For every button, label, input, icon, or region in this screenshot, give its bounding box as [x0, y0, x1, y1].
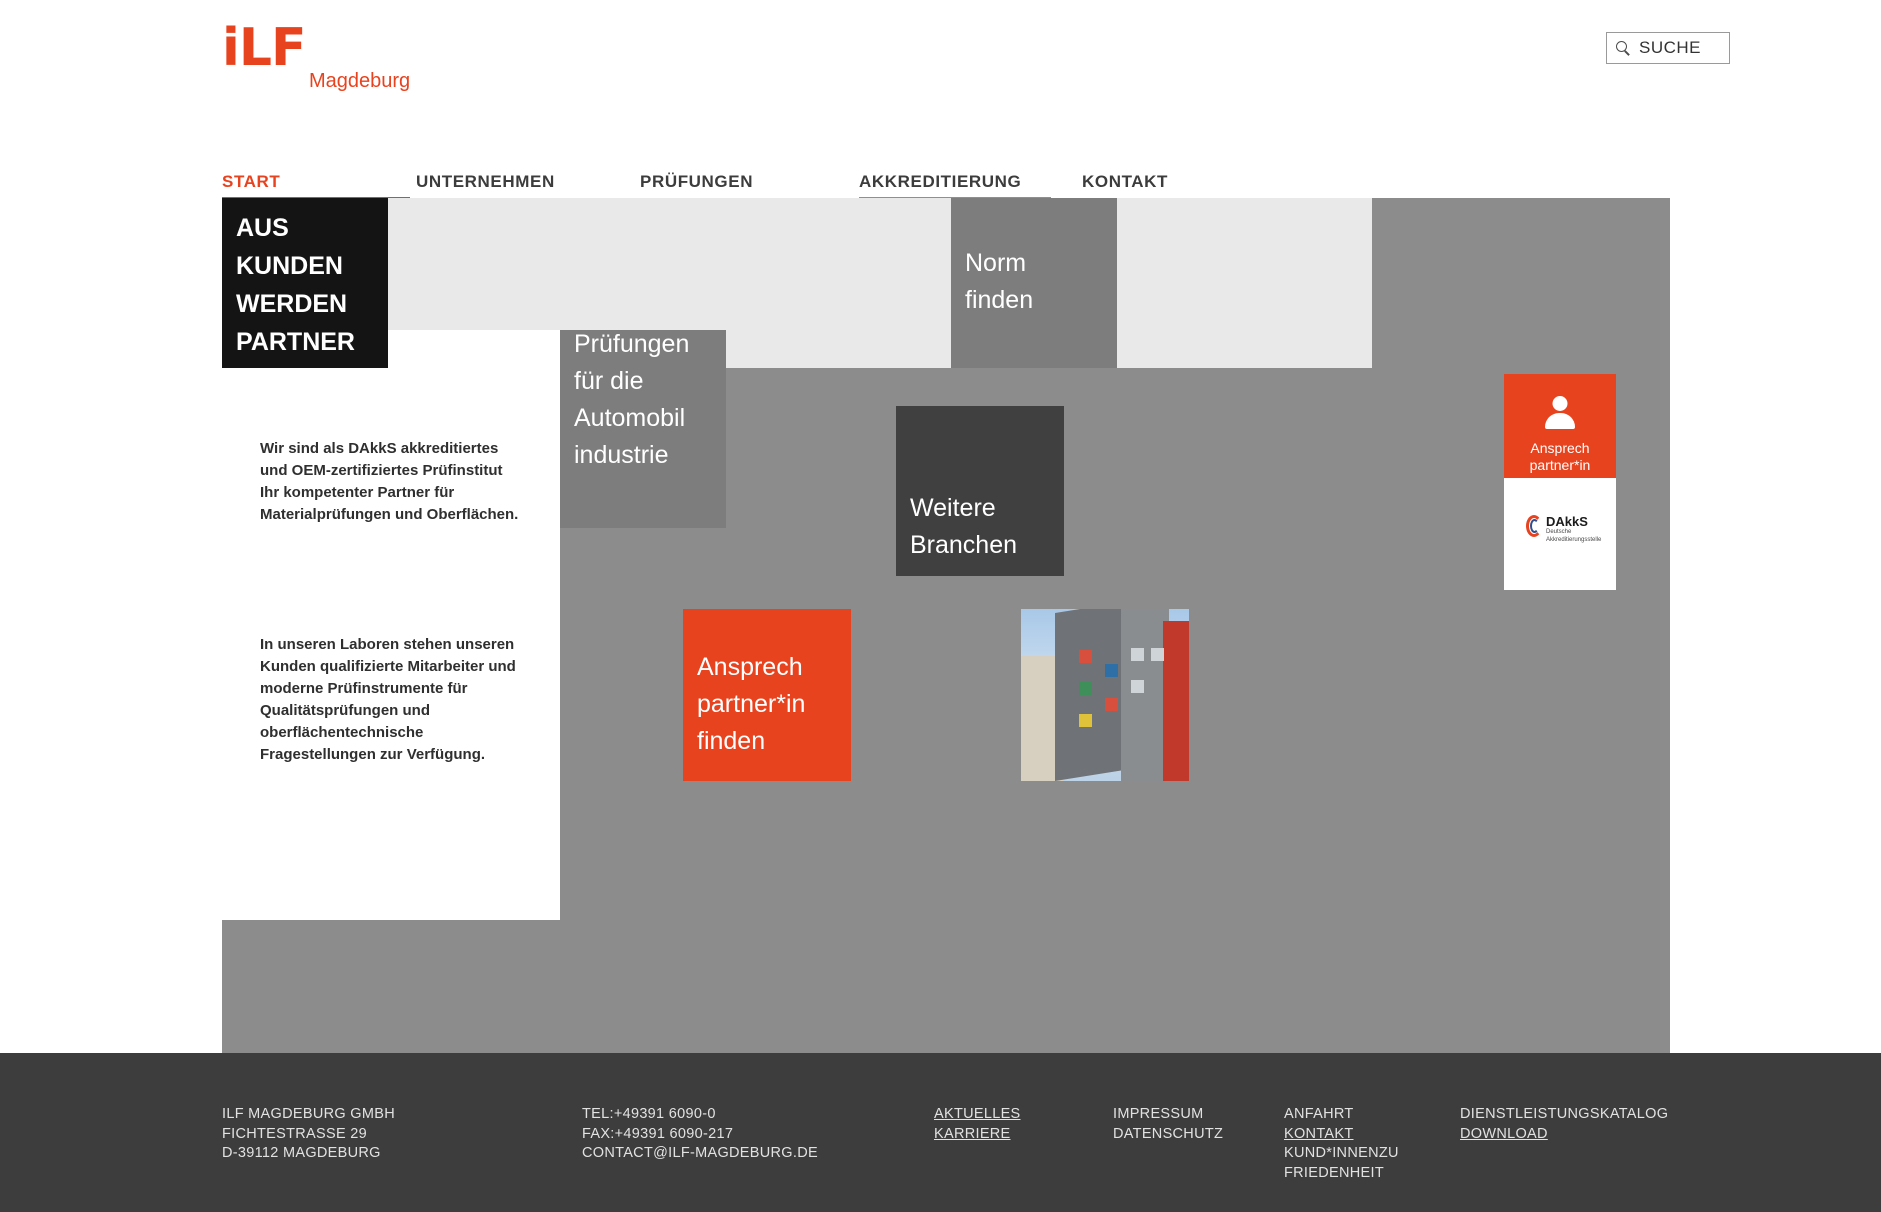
footer-links-news [934, 1105, 1021, 1144]
footer-fax: FAX:+49391 6090-217 [582, 1125, 734, 1142]
tile-weitere-branchen-line-1: Weitere [910, 494, 996, 522]
tile-pruefungen-line-1: Prüfungen [574, 330, 690, 358]
card-ansprechpartner-label [1504, 440, 1616, 474]
site-footer [0, 1053, 1881, 1212]
building-photo[interactable] [1021, 609, 1189, 781]
nav-item-unternehmen[interactable]: UNTERNEHMEN [416, 172, 555, 191]
footer-link-karriere[interactable]: KARRIERE [934, 1125, 1011, 1142]
footer-links-service [1284, 1105, 1399, 1183]
footer-email[interactable]: CONTACT@ILF-MAGDEBURG.DE [582, 1145, 818, 1161]
logo-subtitle: Magdeburg [309, 70, 411, 92]
tile-hero-line-2: KUNDEN [236, 252, 343, 280]
tile-norm-finden-line-1: Norm [965, 249, 1027, 277]
nav-item-akkreditierung[interactable]: AKKREDITIERUNG [859, 172, 1022, 191]
tile-hero-line-1: AUS [236, 214, 289, 242]
photo-window [1131, 680, 1144, 693]
footer-link-download[interactable]: DOWNLOAD [1460, 1125, 1548, 1142]
main-navigation [222, 172, 1682, 198]
footer-address-line-2: FICHTESTRASSE 29 [222, 1125, 367, 1142]
dakks-name: DAkkS [1546, 514, 1588, 529]
card-dakks[interactable] [1504, 478, 1616, 590]
tile-pruefungen-line-4: industrie [574, 441, 669, 469]
photo-window [1131, 648, 1144, 661]
footer-link-kontakt[interactable]: KONTAKT [1284, 1125, 1354, 1142]
tile-ansprechpartner-line-1: Ansprech [697, 653, 803, 681]
footer-link-anfahrt[interactable]: ANFAHRT [1284, 1106, 1354, 1122]
photo-building-mid [1055, 609, 1129, 781]
footer-link-datenschutz[interactable]: DATENSCHUTZ [1113, 1125, 1224, 1142]
search-label: SUCHE [1639, 38, 1702, 57]
photo-window [1079, 650, 1092, 663]
photo-window [1079, 682, 1092, 695]
tile-weitere-branchen[interactable] [896, 406, 1064, 576]
footer-address [222, 1105, 395, 1164]
logo-wordmark: iLF [222, 18, 306, 78]
nav-item-kontakt[interactable]: KONTAKT [1082, 172, 1169, 191]
mosaic-board [222, 198, 1670, 1053]
intro-paragraph-1: Wir sind als DAkkS akkreditiertes und OEM-zertifiziertes Prüfinstitut Ihr kompetenter Partner für Materialprüfungen und Oberflächen. [260, 440, 519, 523]
tile-hero-line-4: PARTNER [236, 328, 355, 356]
tile-ansprechpartner-finden[interactable] [683, 609, 851, 781]
search-button[interactable] [1606, 32, 1730, 64]
photo-window [1151, 648, 1164, 661]
dakks-subtitle-line-2: Akkreditierungsstelle [1546, 537, 1602, 543]
dakks-logo [1526, 514, 1622, 543]
card-ansprechpartner-line-1: Ansprech [1530, 440, 1590, 456]
nav-item-start[interactable]: START [222, 172, 281, 191]
dakks-arc-inner-icon [1530, 519, 1539, 533]
footer-contact [582, 1105, 818, 1164]
site-logo[interactable] [222, 18, 422, 92]
dakks-subtitle-line-1: Deutsche [1546, 529, 1572, 535]
footer-link-impressum[interactable]: IMPRESSUM [1113, 1106, 1204, 1122]
footer-link-dienstleistungskatalog[interactable]: DIENSTLEISTUNGSKATALOG [1460, 1106, 1669, 1122]
footer-phone: TEL:+49391 6090-0 [582, 1106, 716, 1122]
tile-pruefungen-line-2: für die [574, 367, 644, 395]
tile-pruefungen-line-3: Automobil [574, 404, 686, 432]
photo-window [1105, 698, 1118, 711]
photo-window [1079, 714, 1092, 727]
tile-weitere-branchen-line-2: Branchen [910, 531, 1018, 559]
tile-norm-finden-line-2: finden [965, 286, 1034, 314]
photo-red-facade [1163, 621, 1189, 781]
intro-panel [222, 330, 560, 920]
tile-ansprechpartner-line-3: finden [697, 727, 766, 755]
card-ansprechpartner-line-2: partner*in [1529, 457, 1591, 473]
footer-link-aktuelles[interactable]: AKTUELLES [934, 1106, 1021, 1122]
footer-address-line-3: D-39112 MAGDEBURG [222, 1145, 381, 1161]
dakks-subtitle [1546, 528, 1622, 544]
tile-hero-line-3: WERDEN [236, 290, 348, 318]
footer-address-line-1: ILF MAGDEBURG GMBH [222, 1106, 395, 1122]
intro-paragraph-2: In unseren Laboren stehen unseren Kunden qualifizierte Mitarbeiter und moderne Prüfinstrumente für Qualitätsprüfungen und oberflächentechnische Fragestellungen zur Verfügung. [260, 636, 516, 763]
footer-links-legal [1113, 1105, 1223, 1144]
search-icon [1615, 40, 1631, 56]
photo-window [1105, 664, 1118, 677]
card-ansprechpartner[interactable] [1504, 374, 1616, 478]
photo-building-right [1121, 609, 1169, 781]
footer-link-kundenzufriedenheit-line-1[interactable]: KUND*INNENZU [1284, 1145, 1399, 1161]
nav-item-pruefungen[interactable]: PRÜFUNGEN [640, 172, 754, 191]
tile-ansprechpartner-line-2: partner*in [697, 690, 806, 718]
tile-norm-finden[interactable] [951, 198, 1117, 368]
tile-hero[interactable] [222, 198, 388, 368]
tile-pruefungen-automobil[interactable] [560, 330, 726, 528]
footer-link-kundenzufriedenheit-line-2[interactable]: FRIEDENHEIT [1284, 1164, 1384, 1181]
footer-links-catalog [1460, 1105, 1668, 1144]
person-icon [1543, 396, 1577, 430]
